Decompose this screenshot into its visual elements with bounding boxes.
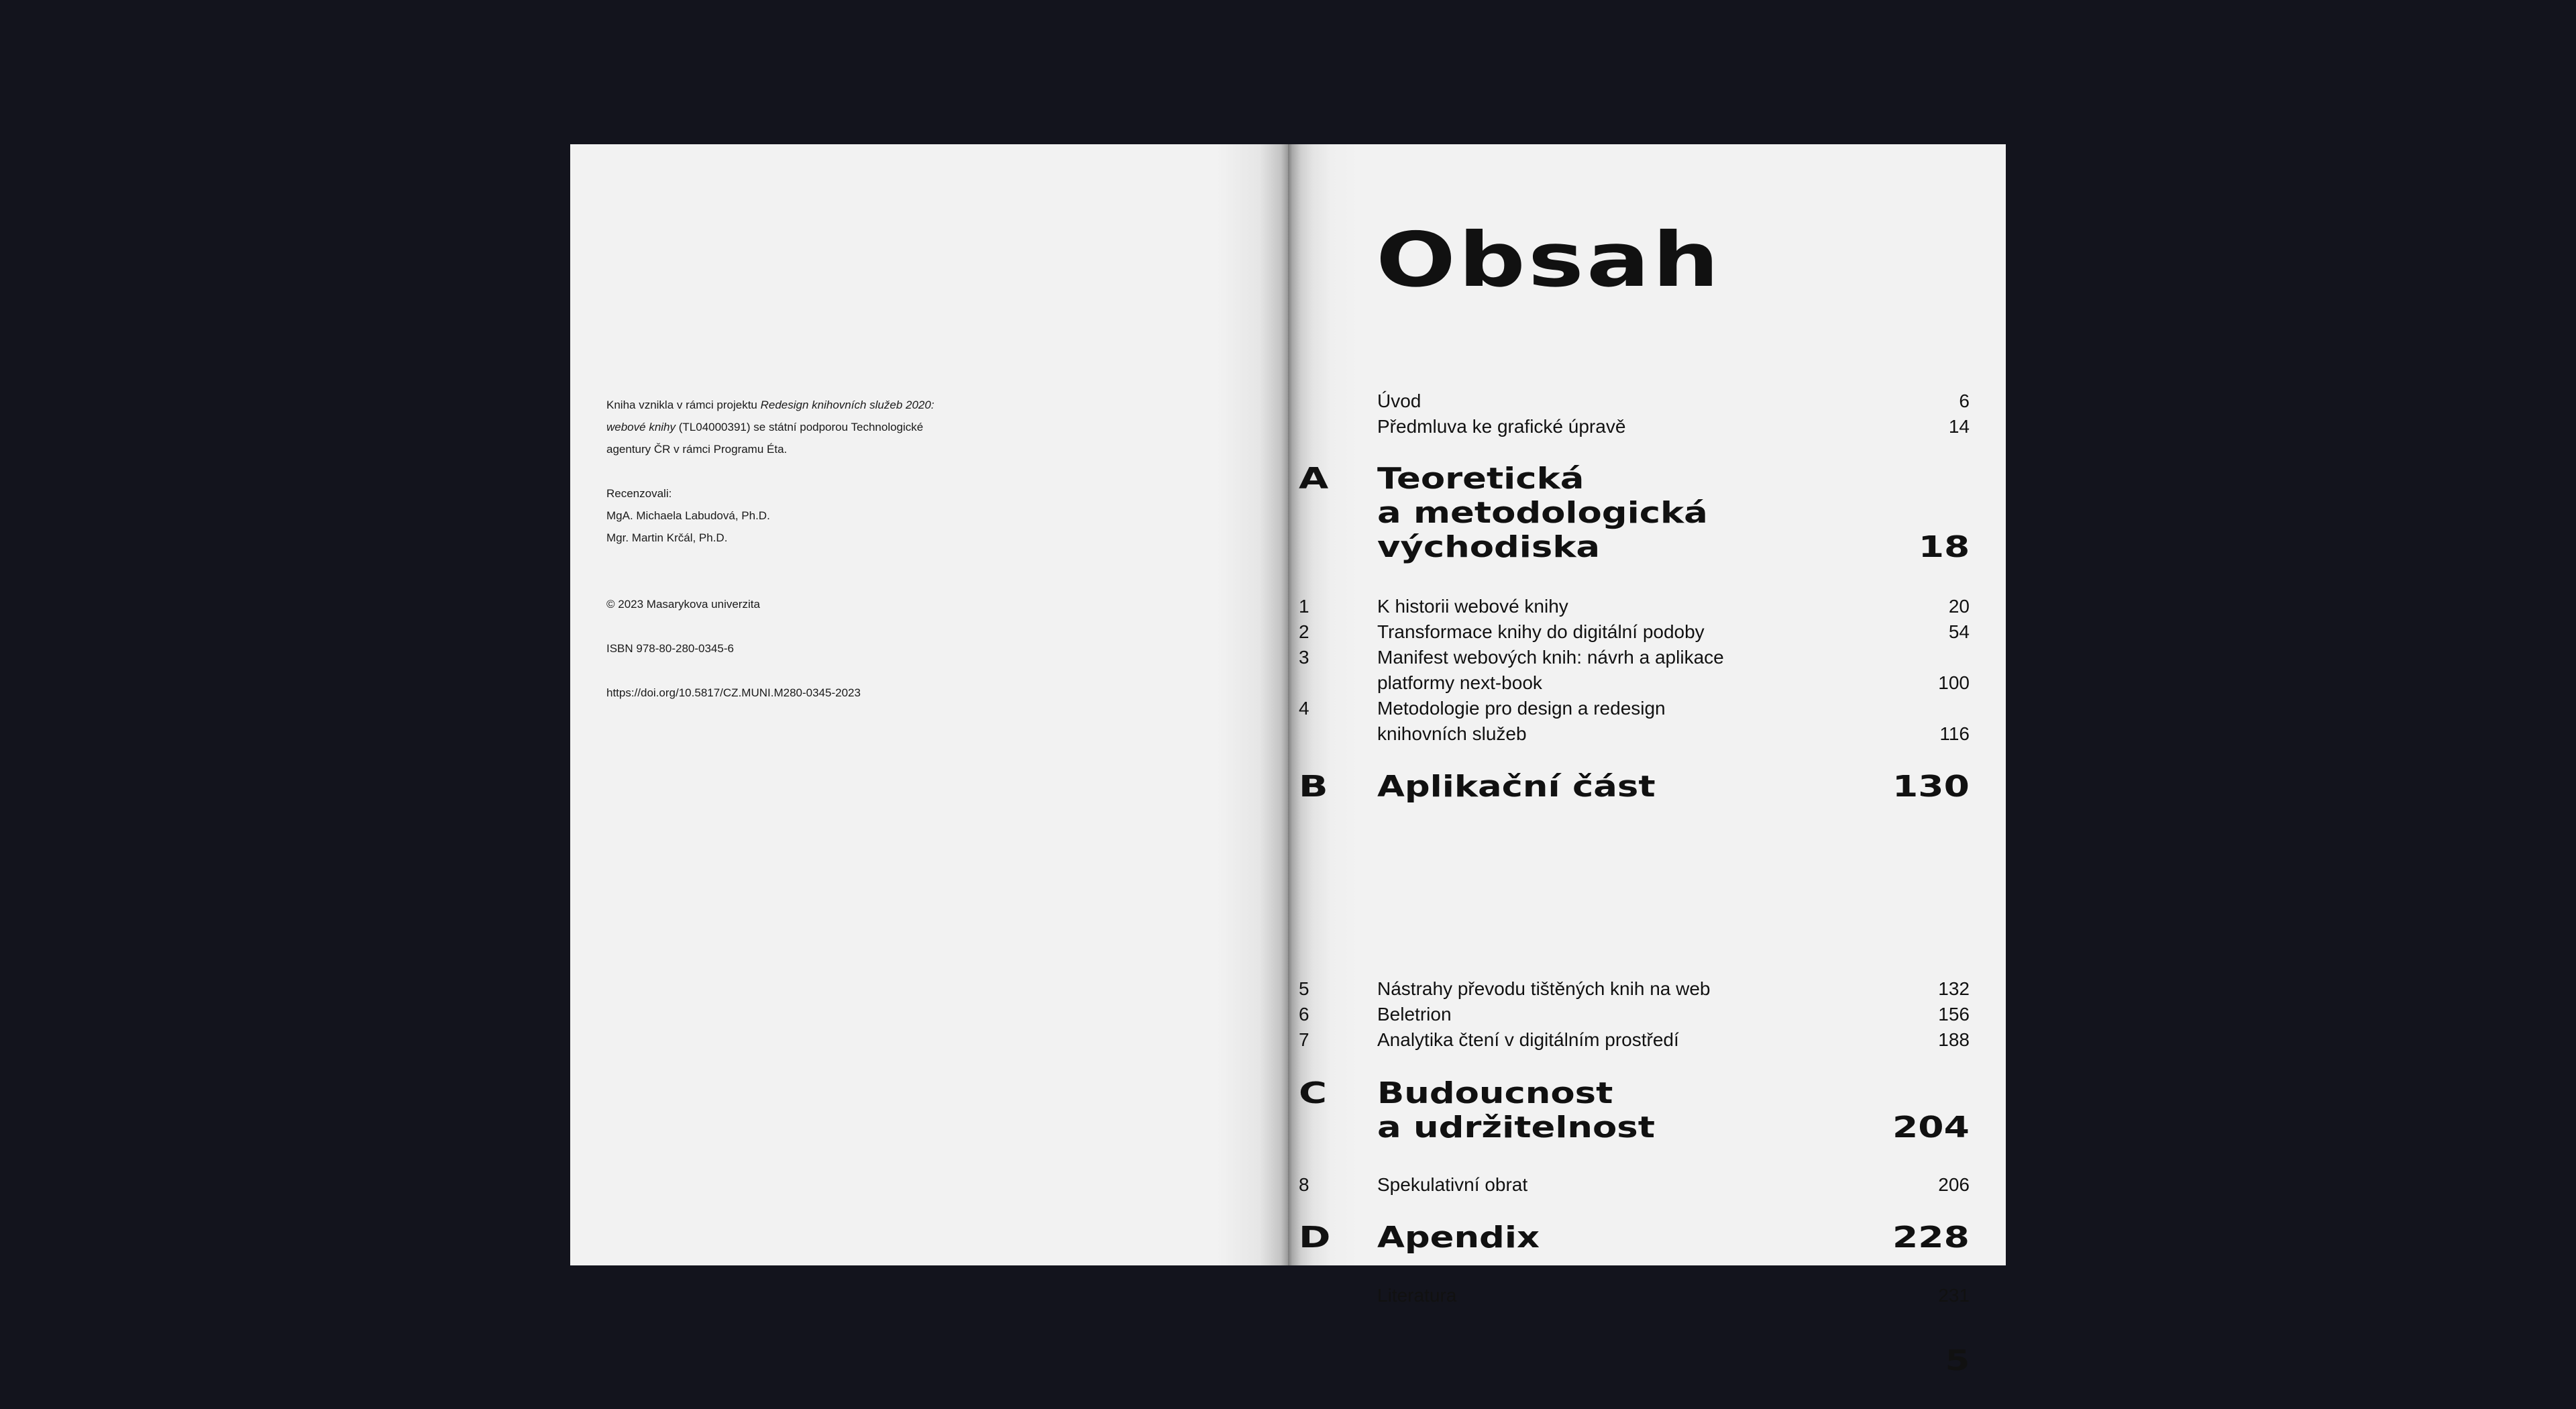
chapter-number: 5 [1299, 978, 1309, 999]
section-title-line: Budoucnost [1377, 1076, 1613, 1110]
chapter-title-cont: knihovních služeb [1377, 723, 1527, 744]
funding-line-3: agentury ČR v rámci Programu Éta. [606, 443, 788, 456]
chapter-page: 54 [1948, 621, 1970, 642]
chapter-number: 7 [1299, 1029, 1309, 1050]
toc-entry-page: 14 [1948, 416, 1970, 437]
chapter-number: 2 [1299, 621, 1309, 642]
chapter-title: Metodologie pro design a redesign [1377, 698, 1666, 719]
funding-line-1 [606, 394, 1022, 416]
chapter-title: Analytika čtení v digitálním prostředí [1377, 1029, 1679, 1050]
chapter-title: K historii webové knihy [1377, 596, 1568, 617]
chapter-page: 116 [1939, 723, 1970, 744]
chapter-title: Nástrahy převodu tištěných knih na web [1377, 978, 1711, 999]
chapter-page: 100 [1938, 672, 1970, 693]
doi-link[interactable]: https://doi.org/10.5817/CZ.MUNI.M280-0345-2023 [606, 686, 861, 699]
chapter-number: 4 [1299, 698, 1309, 719]
chapter-page: 188 [1938, 1029, 1970, 1050]
chapter-page: 20 [1948, 596, 1970, 617]
left-page [570, 144, 1288, 1265]
book-spread [570, 144, 2006, 1377]
contents-title: Obsah [1376, 217, 1722, 304]
chapter-number: 3 [1299, 647, 1309, 668]
reviewer-name: MgA. Michaela Labudová, Ph.D. [606, 509, 770, 522]
project-name-cont: webové knihy [606, 421, 676, 433]
section-letter: C [1299, 1076, 1327, 1110]
funding-line-2 [606, 416, 1022, 438]
section-page: 130 [1892, 770, 1970, 804]
funding-text: Kniha vznikla v rámci projektu [606, 399, 761, 411]
chapter-title: Manifest webových knih: návrh a aplikace [1377, 647, 1724, 668]
chapter-number: 1 [1299, 596, 1309, 617]
chapter-title: Transformace knihy do digitální podoby [1377, 621, 1705, 642]
colophon [606, 394, 1022, 704]
chapter-title-cont: platformy next-book [1377, 672, 1542, 693]
chapter-title: Beletrion [1377, 1004, 1452, 1025]
section-title-line: a metodologická [1377, 496, 1708, 530]
chapter-page: 231 [1938, 1285, 1970, 1306]
section-page: 228 [1892, 1220, 1970, 1255]
chapter-title: Literatura [1377, 1285, 1457, 1306]
chapter-page: 156 [1938, 1004, 1970, 1025]
section-letter: B [1299, 770, 1328, 804]
section-title-line: východiska [1377, 530, 1601, 564]
chapter-page: 132 [1938, 978, 1970, 999]
project-name: Redesign knihovních služeb 2020: [760, 399, 934, 411]
reviewer-name: Mgr. Martin Krčál, Ph.D. [606, 531, 728, 544]
toc-entry-page: 6 [1959, 390, 1970, 411]
reviewers-label: Recenzovali: [606, 487, 672, 500]
section-page: 204 [1892, 1110, 1970, 1145]
section-title-line: Apendix [1377, 1220, 1540, 1255]
table-of-contents [1288, 144, 2006, 1377]
section-title-line: Aplikační část [1377, 770, 1656, 804]
section-letter: A [1299, 462, 1329, 496]
copyright-line: © 2023 Masarykova univerzita [606, 598, 760, 611]
isbn-line: ISBN 978-80-280-0345-6 [606, 642, 734, 655]
section-page: 18 [1918, 530, 1970, 564]
section-letter: D [1299, 1220, 1331, 1255]
toc-entry-title: Úvod [1377, 390, 1421, 411]
section-title-line: Teoretická [1377, 462, 1585, 496]
page-number: 5 [1945, 1344, 1970, 1377]
right-page [1288, 144, 2006, 1377]
chapter-title: Spekulativní obrat [1377, 1174, 1528, 1195]
funding-text-cont: (TL04000391) se státní podporou Technologické [676, 421, 924, 433]
toc-entry-title: Předmluva ke grafické úpravě [1377, 416, 1626, 437]
chapter-number: 8 [1299, 1174, 1309, 1195]
section-title-line: a udržitelnost [1377, 1110, 1655, 1145]
chapter-page: 206 [1938, 1174, 1970, 1195]
chapter-number: 6 [1299, 1004, 1309, 1025]
